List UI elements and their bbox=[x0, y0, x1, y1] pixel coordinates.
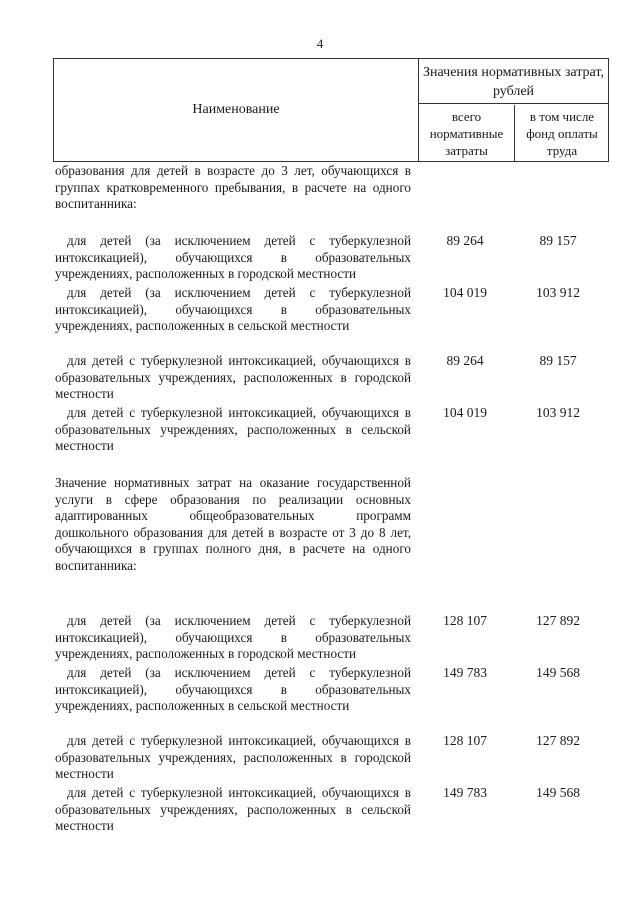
row-total: 149 783 bbox=[443, 785, 487, 800]
row-total: 104 019 bbox=[443, 405, 487, 420]
row-total: 104 019 bbox=[443, 285, 487, 300]
row-text: Значение нормативных затрат на оказание государственной услуги в сфере образования по реализации основных адаптированных общеобразовательных программ дошкольного образования для детей в возрасте от 3 до 8 лет, обучающихся в группах полного дня, в расчете на одного воспитанника: bbox=[55, 475, 411, 573]
row-payroll: 149 568 bbox=[536, 665, 580, 680]
header-col-payroll: в том числе фонд оплаты труда bbox=[526, 109, 598, 158]
row-payroll: 89 157 bbox=[539, 233, 577, 248]
row-text: образования для детей в возрасте до 3 лет, обучающихся в группах кратковременного пребывания, в расчете на одного воспитанника: bbox=[55, 163, 411, 211]
row-payroll: 103 912 bbox=[536, 285, 580, 300]
row-text: для детей (за исключением детей с туберкулезной интоксикацией), обучающихся в образовательных учреждениях, расположенных в сельской местности bbox=[55, 665, 411, 713]
header-name: Наименование bbox=[54, 59, 419, 161]
row-total: 128 107 bbox=[443, 733, 487, 748]
row-text: для детей с туберкулезной интоксикацией, обучающихся в образовательных учреждениях, расположенных в сельской местности bbox=[55, 785, 411, 833]
row-payroll: 127 892 bbox=[536, 733, 580, 748]
row-total: 89 264 bbox=[446, 353, 484, 368]
row-payroll: 89 157 bbox=[539, 353, 577, 368]
row-total: 149 783 bbox=[443, 665, 487, 680]
row-text: для детей с туберкулезной интоксикацией, обучающихся в образовательных учреждениях, расположенных в городской местности bbox=[55, 353, 411, 401]
row-text: для детей (за исключением детей с туберкулезной интоксикацией), обучающихся в образовательных учреждениях, расположенных в сельской местности bbox=[55, 285, 411, 333]
row-total: 128 107 bbox=[443, 613, 487, 628]
page-number: 4 bbox=[316, 36, 324, 51]
row-text: для детей (за исключением детей с туберкулезной интоксикацией), обучающихся в образовательных учреждениях, расположенных в городской местности bbox=[55, 613, 411, 661]
row-payroll: 127 892 bbox=[536, 613, 580, 628]
row-text: для детей с туберкулезной интоксикацией, обучающихся в образовательных учреждениях, расположенных в сельской местности bbox=[55, 405, 411, 453]
header-values-title: Значения нормативных затрат, рублей bbox=[419, 59, 608, 104]
table-header bbox=[53, 58, 609, 162]
header-col-total: всего нормативные затраты bbox=[419, 105, 515, 161]
row-text: для детей (за исключением детей с туберкулезной интоксикацией), обучающихся в образовательных учреждениях, расположенных в городской местности bbox=[55, 233, 411, 281]
row-total: 89 264 bbox=[446, 233, 484, 248]
row-payroll: 149 568 bbox=[536, 785, 580, 800]
row-payroll: 103 912 bbox=[536, 405, 580, 420]
row-text: для детей с туберкулезной интоксикацией, обучающихся в образовательных учреждениях, расположенных в городской местности bbox=[55, 733, 411, 781]
